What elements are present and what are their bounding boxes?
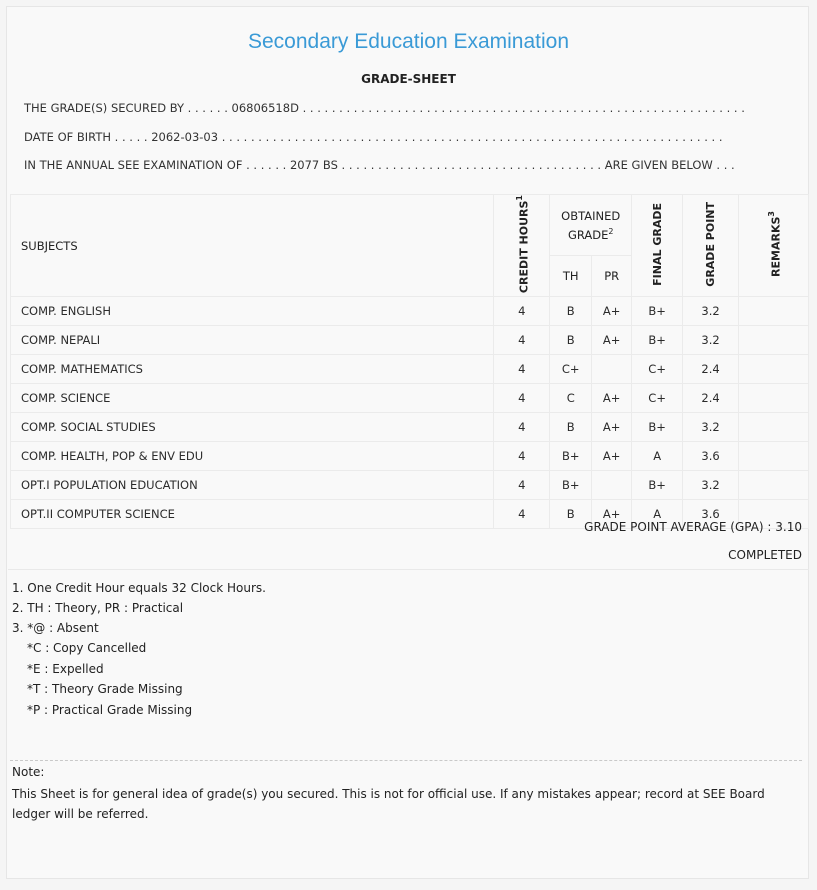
page-title: Secondary Education Examination xyxy=(247,30,570,53)
theory-grade-cell: B+ xyxy=(550,471,592,500)
grade-point-cell: 3.6 xyxy=(683,442,739,471)
page-subtitle: GRADE-SHEET xyxy=(361,72,456,86)
grade-point-cell: 3.2 xyxy=(683,326,739,355)
footnote-theory-missing: *T : Theory Grade Missing xyxy=(27,682,183,696)
subject-cell: COMP. SCIENCE xyxy=(11,384,494,413)
remarks-cell xyxy=(739,471,809,500)
footnote-expelled: *E : Expelled xyxy=(27,662,104,676)
header-th: TH xyxy=(550,256,592,297)
grade-table xyxy=(10,194,809,529)
remarks-cell xyxy=(739,413,809,442)
theory-grade-cell: C+ xyxy=(550,355,592,384)
table-row xyxy=(11,471,809,500)
table-row xyxy=(11,297,809,326)
theory-grade-cell: B+ xyxy=(550,442,592,471)
credit-hours-cell: 4 xyxy=(494,326,550,355)
footnote-3: 3. *@ : Absent xyxy=(12,621,99,635)
info-date-of-birth: DATE OF BIRTH . . . . . 2062-03-03 . . . . . . . . . . . . . . . . . . . . . . . . . . . . . . . . . . . . . . . . . . . . . . . . . . . . . . . . . . . . . . . . . . . . . xyxy=(24,130,723,144)
gpa-value: GRADE POINT AVERAGE (GPA) : 3.10 xyxy=(584,520,802,534)
subject-cell: OPT.I POPULATION EDUCATION xyxy=(11,471,494,500)
header-final-grade: FINAL GRADE xyxy=(632,195,683,297)
header-grade-point: GRADE POINT xyxy=(683,195,739,297)
table-row xyxy=(11,326,809,355)
info-symbol-number: THE GRADE(S) SECURED BY . . . . . . 06806518D . . . . . . . . . . . . . . . . . . . . . . . . . . . . . . . . . . . . . . . . . . . . . . . . . . . . . . . . . . . . . xyxy=(24,101,745,115)
grade-point-cell: 3.2 xyxy=(683,297,739,326)
practical-grade-cell: A+ xyxy=(592,326,632,355)
credit-hours-cell: 4 xyxy=(494,413,550,442)
final-grade-cell: B+ xyxy=(632,297,683,326)
practical-grade-cell: A+ xyxy=(592,442,632,471)
note-text: This Sheet is for general idea of grade(s) you secured. This is not for official use. If any mistakes appear; record at SEE Board ledger will be referred. xyxy=(12,787,765,821)
subject-cell: COMP. NEPALI xyxy=(11,326,494,355)
divider xyxy=(8,569,809,570)
practical-grade-cell: A+ xyxy=(592,500,632,529)
practical-grade-cell xyxy=(592,355,632,384)
remarks-cell xyxy=(739,326,809,355)
header-pr: PR xyxy=(592,256,632,297)
footnote-practical-missing: *P : Practical Grade Missing xyxy=(27,703,193,717)
remarks-cell xyxy=(739,384,809,413)
subject-cell: COMP. ENGLISH xyxy=(11,297,494,326)
credit-hours-cell: 4 xyxy=(494,384,550,413)
practical-grade-cell: A+ xyxy=(592,384,632,413)
header-credit-hours: CREDIT HOURS$^1$ xyxy=(494,195,550,297)
credit-hours-cell: 4 xyxy=(494,500,550,529)
subject-cell: COMP. SOCIAL STUDIES xyxy=(11,413,494,442)
grade-point-cell: 3.6 xyxy=(683,500,739,529)
note-heading: Note: xyxy=(12,765,45,779)
practical-grade-cell xyxy=(592,471,632,500)
theory-grade-cell: B xyxy=(550,297,592,326)
grade-point-cell: 3.2 xyxy=(683,471,739,500)
final-grade-cell: A xyxy=(632,500,683,529)
footnote-copy-cancelled: *C : Copy Cancelled xyxy=(27,641,147,655)
table-row xyxy=(11,384,809,413)
final-grade-cell: A xyxy=(632,442,683,471)
grade-point-cell: 2.4 xyxy=(683,384,739,413)
credit-hours-cell: 4 xyxy=(494,442,550,471)
credit-hours-cell: 4 xyxy=(494,297,550,326)
remarks-cell xyxy=(739,355,809,384)
table-row xyxy=(11,442,809,471)
practical-grade-cell: A+ xyxy=(592,297,632,326)
note-divider xyxy=(10,760,802,761)
grade-point-cell: 3.2 xyxy=(683,413,739,442)
final-grade-cell: C+ xyxy=(632,355,683,384)
remarks-cell xyxy=(739,297,809,326)
final-grade-cell: B+ xyxy=(632,471,683,500)
final-grade-cell: B+ xyxy=(632,326,683,355)
footnote-2: 2. TH : Theory, PR : Practical xyxy=(12,601,184,615)
subject-cell: OPT.II COMPUTER SCIENCE xyxy=(11,500,494,529)
final-grade-cell: C+ xyxy=(632,384,683,413)
header-subjects: SUBJECTS xyxy=(11,195,494,297)
remarks-cell xyxy=(739,442,809,471)
theory-grade-cell: B xyxy=(550,326,592,355)
credit-hours-cell: 4 xyxy=(494,471,550,500)
header-obtained-grade: OBTAINED GRADE$^2$ xyxy=(550,195,632,256)
credit-hours-cell: 4 xyxy=(494,355,550,384)
info-exam-year: IN THE ANNUAL SEE EXAMINATION OF . . . . . . 2077 BS . . . . . . . . . . . . . . . . . . . . . . . . . . . . . . . . . . . . ARE GIVEN BELOW . . . xyxy=(24,158,735,172)
grade-point-cell: 2.4 xyxy=(683,355,739,384)
practical-grade-cell: A+ xyxy=(592,413,632,442)
header-remarks: REMARKS$^3$ xyxy=(739,195,809,297)
table-row xyxy=(11,413,809,442)
table-row xyxy=(11,355,809,384)
subject-cell: COMP. MATHEMATICS xyxy=(11,355,494,384)
final-grade-cell: B+ xyxy=(632,413,683,442)
theory-grade-cell: B xyxy=(550,500,592,529)
footnote-1: 1. One Credit Hour equals 32 Clock Hours. xyxy=(12,581,266,595)
result-status: COMPLETED xyxy=(728,548,802,562)
theory-grade-cell: B xyxy=(550,413,592,442)
subject-cell: COMP. HEALTH, POP & ENV EDU xyxy=(11,442,494,471)
theory-grade-cell: C xyxy=(550,384,592,413)
